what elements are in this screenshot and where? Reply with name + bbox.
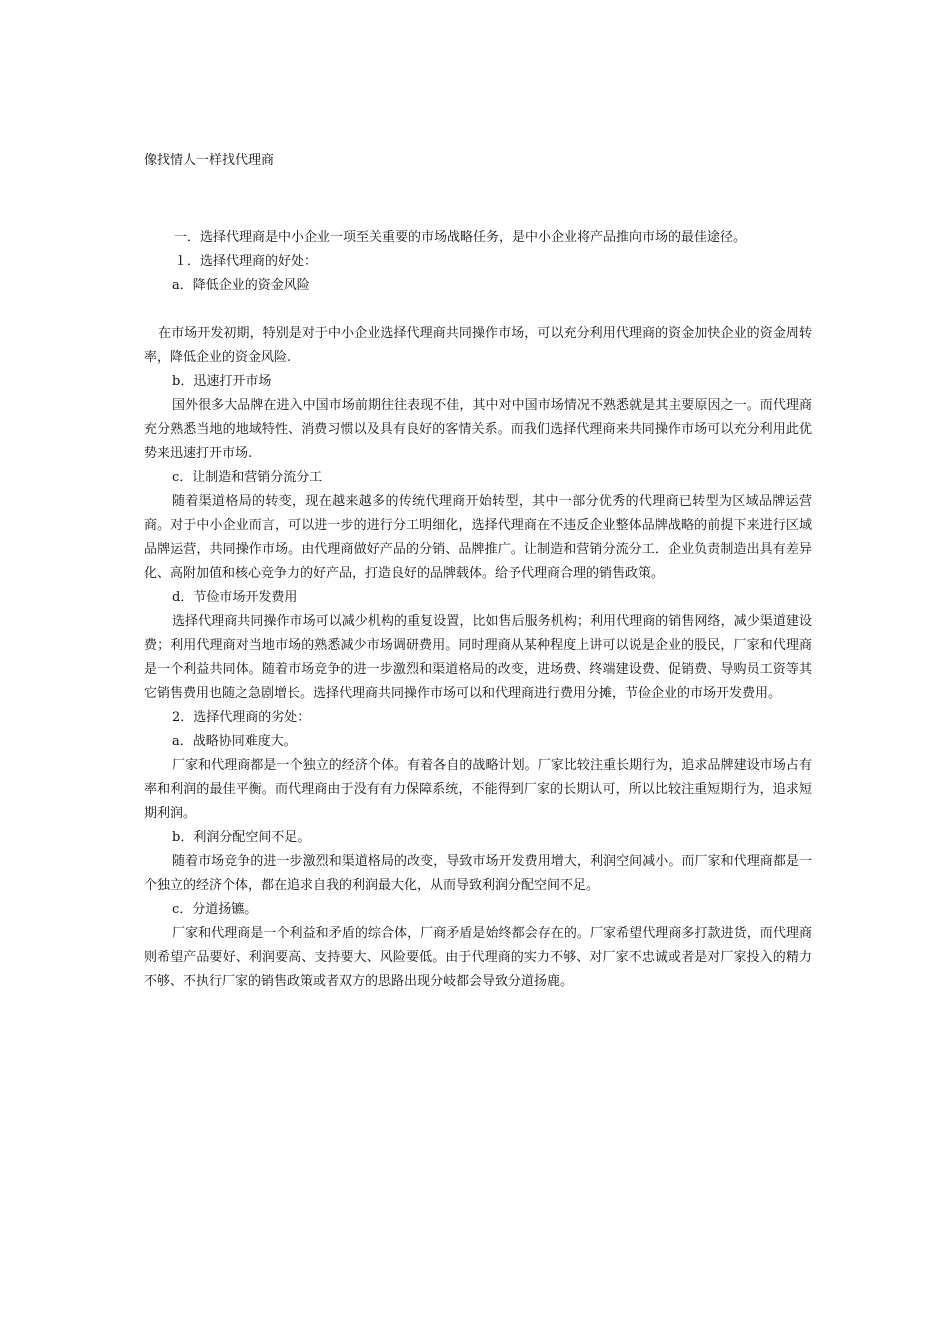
document-title: 像找情人一样找代理商: [144, 153, 275, 168]
item-c-heading: c．让制造和营销分流分工: [172, 470, 323, 485]
document-body: [144, 226, 812, 994]
item-b-heading: b．迅速打开市场: [172, 374, 272, 389]
paragraph-2b: 随着市场竞争的进一步激烈和渠道格局的改变，导致市场开发费用增大，利润空间减小。而厂家和代理商都是一个独立的经济个体，都在追求自我的利润最大化，从而导致利润分配空间不足。: [144, 854, 812, 893]
section-2-heading: 2．选择代理商的劣处：: [172, 710, 311, 725]
item-d-heading: d．节俭市场开发费用: [172, 590, 298, 605]
blank-line: [144, 298, 812, 322]
paragraph-a: 在市场开发初期，特别是对于中小企业选择代理商共同操作市场，可以充分利用代理商的资金加快企业的资金周转率，降低企业的资金风险.: [144, 326, 812, 365]
heading-1: 一．选择代理商是中小企业一项至关重要的市场战略任务，是中小企业将产品推向市场的最佳途径。: [174, 230, 747, 245]
paragraph-2c: 厂家和代理商是一个利益和矛盾的综合体，厂商矛盾是始终都会存在的。厂家希望代理商多打款进货，而代理商则希望产品要好、利润要高、支持要大、风险要低。由于代理商的实力不够、对厂家不忠诚或者是对厂家投入的精力不够、不执行厂家的销售政策或者双方的思路出现分岐都会导致分道扬鹿。: [144, 926, 812, 989]
section-1-heading: １．选择代理商的好处：: [174, 254, 318, 269]
item-a-heading: a．降低企业的资金风险: [172, 278, 310, 293]
paragraph-d: 选择代理商共同操作市场可以减少机构的重复设置，比如售后服务机构；利用代理商的销售网络，减少渠道建设费；利用代理商对当地市场的熟悉减少市场调研费用。同时理商从某种程度上讲可以说是企业的股民，厂家和代理商是一个利益共同体。随着市场竞争的进一步激烈和渠道格局的改变，进场费、终端建设费、促销费、导购员工资等其它销售费用也随之急剧增长。选择代理商共同操作市场可以和代理商进行费用分摊，节俭企业的市场开发费用。: [144, 614, 812, 701]
paragraph-2a: 厂家和代理商都是一个独立的经济个体。有着各自的战略计划。厂家比较注重长期行为，追求品牌建设市场占有率和利润的最佳平衡。而代理商由于没有有力保障系统，不能得到厂家的长期认可，所以比较注重短期行为，追求短期利润。: [144, 758, 812, 821]
paragraph-c: 随着渠道格局的转变，现在越来越多的传统代理商开始转型，其中一部分优秀的代理商已转型为区域品牌运营商。对于中小企业而言，可以进一步的进行分工明细化，选择代理商在不违反企业整体品牌战略的前提下来进行区域品牌运营，共同操作市场。由代理商做好产品的分销、品牌推广。让制造和营销分流分工．企业负责制造出具有差异化、高附加值和核心竞争力的好产品，打造良好的品牌载体。给予代理商合理的销售政策。: [144, 494, 812, 581]
paragraph-b: 国外很多大品牌在进入中国市场前期往往表现不佳，其中对中国市场情况不熟悉就是其主要原因之一。而代理商充分熟悉当地的地域特性、消费习惯以及具有良好的客情关系。而我们选择代理商来共同操作市场可以充分利用此优势来迅速打开市场.: [144, 398, 812, 461]
item-2c-heading: c．分道扬镳。: [172, 902, 258, 917]
item-2b-heading: b．利润分配空间不足。: [172, 830, 311, 845]
item-2a-heading: a．战略协同难度大。: [172, 734, 297, 749]
